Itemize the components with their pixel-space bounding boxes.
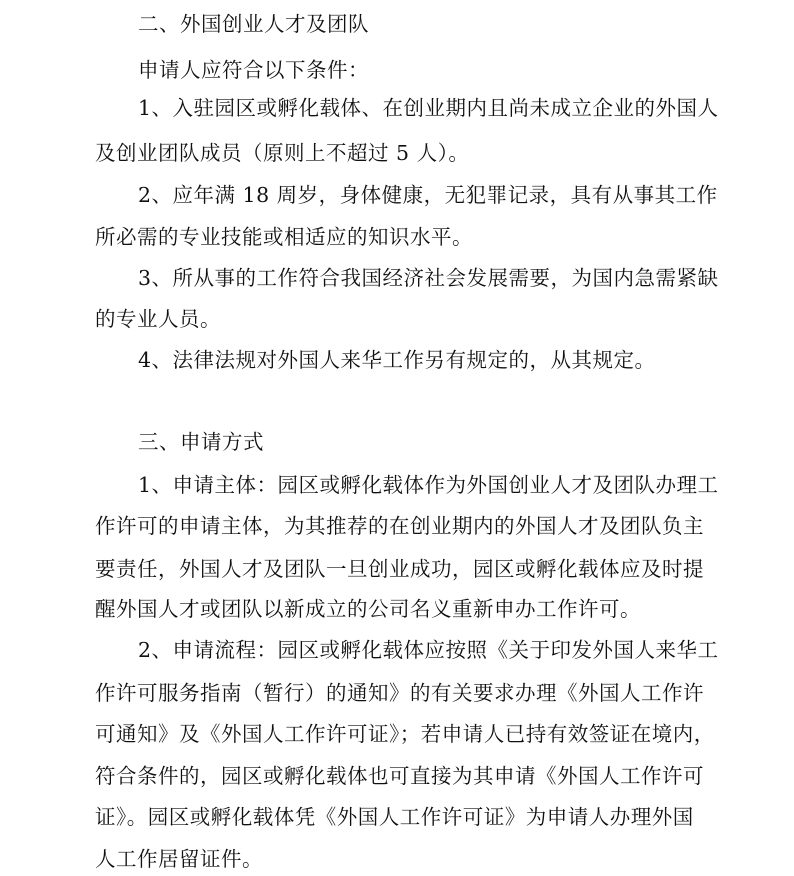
section-heading-application-method: 三、申请方式 xyxy=(138,430,264,454)
condition-3-line-2: 的专业人员。 xyxy=(95,307,221,331)
condition-2-line-1: 2、应年满 18 周岁，身体健康，无犯罪记录，具有从事其工作 xyxy=(138,183,718,207)
section-heading-foreign-talent: 二、外国创业人才及团队 xyxy=(138,12,369,36)
condition-1-line-1: 1、入驻园区或孵化载体、在创业期内且尚未成立企业的外国人 xyxy=(138,96,719,120)
application-subject-line-1: 1、申请主体：园区或孵化载体作为外国创业人才及团队办理工 xyxy=(138,473,719,497)
application-subject-line-3: 要责任，外国人才及团队一旦创业成功，园区或孵化载体应及时提 xyxy=(95,557,704,581)
application-process-line-2: 作许可服务指南（暂行）的通知》的有关要求办理《外国人工作许 xyxy=(95,681,704,705)
application-process-line-4: 符合条件的，园区或孵化载体也可直接为其申请《外国人工作许可 xyxy=(95,764,704,788)
application-process-line-5: 证》。园区或孵化载体凭《外国人工作许可证》为申请人办理外国 xyxy=(95,805,694,829)
application-subject-line-4: 醒外国人才或团队以新成立的公司名义重新申办工作许可。 xyxy=(95,597,641,621)
condition-3-line-1: 3、所从事的工作符合我国经济社会发展需要，为国内急需紧缺 xyxy=(138,266,719,290)
application-process-line-6: 人工作居留证件。 xyxy=(95,847,263,871)
conditions-intro: 申请人应符合以下条件： xyxy=(138,58,369,82)
application-process-line-1: 2、申请流程：园区或孵化载体应按照《关于印发外国人来华工 xyxy=(138,638,719,662)
condition-4-line-1: 4、法律法规对外国人来华工作另有规定的，从其规定。 xyxy=(138,348,656,372)
condition-2-line-2: 所必需的专业技能或相适应的知识水平。 xyxy=(95,225,473,249)
application-process-line-3: 可通知》及《外国人工作许可证》；若申请人已持有效签证在境内， xyxy=(95,722,715,746)
condition-1-line-2: 及创业团队成员（原则上不超过 5 人）。 xyxy=(95,141,470,165)
application-subject-line-2: 作许可的申请主体，为其推荐的在创业期内的外国人才及团队负主 xyxy=(95,514,704,538)
